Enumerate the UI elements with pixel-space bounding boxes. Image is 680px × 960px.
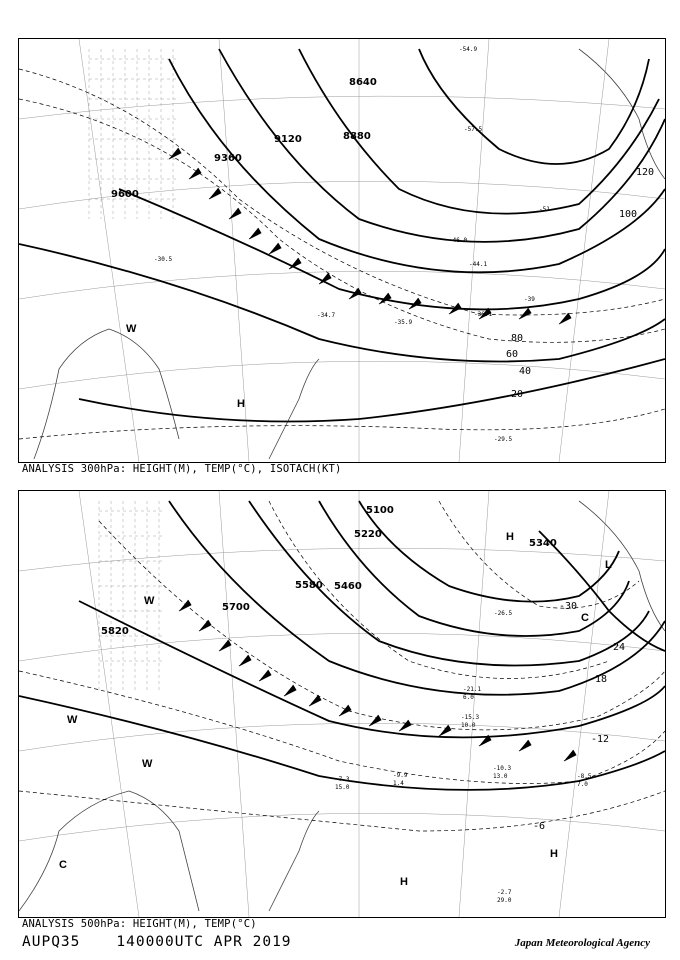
system-marker-h: H (506, 531, 514, 543)
height-label: 5340 (529, 538, 557, 549)
height-label: 5460 (334, 581, 362, 592)
height-label: 5700 (222, 602, 250, 613)
height-labels (101, 505, 557, 637)
temp-label: -30.5 (154, 256, 173, 263)
station-label: 29.0 (497, 897, 512, 904)
station-label: -7.3 (335, 776, 350, 783)
valid-datetime: 140000UTC APR 2019 (116, 934, 292, 950)
temp-label: -57.5 (464, 126, 483, 133)
height-label: 5100 (366, 505, 394, 516)
station-label: -15.3 (461, 714, 480, 721)
isotach-label: 40 (519, 366, 532, 377)
temp-contour-label: -6 (533, 821, 546, 832)
caption-300hpa: ANALYSIS 300hPa: HEIGHT(M), TEMP(°C), ISOTACH(KT) (22, 463, 342, 475)
map-300hpa (18, 38, 666, 463)
station-label: 1.4 (393, 780, 404, 787)
station-label: -10.3 (493, 765, 512, 772)
graticule (19, 491, 665, 917)
height-contours (19, 501, 665, 790)
isotach-label: 120 (636, 167, 655, 178)
temp-contour-label: -30 (559, 601, 578, 612)
agency-credit: Japan Meteorological Agency (514, 937, 650, 949)
isotach-label: 80 (511, 333, 524, 344)
isotach-label: 60 (506, 349, 519, 360)
station-label: -8.5 (577, 773, 592, 780)
height-label: 5220 (354, 529, 382, 540)
temp-contour-label: -24 (607, 642, 626, 653)
height-label: 9120 (274, 134, 302, 145)
map-500hpa-canvas (19, 491, 665, 917)
temp-label: -54.9 (459, 46, 478, 53)
temp-contour-label: -18 (589, 674, 608, 685)
system-marker-w: W (142, 758, 153, 770)
height-label: 9600 (111, 189, 139, 200)
temp-label: -39 (524, 296, 535, 303)
temp-label: -29.5 (494, 436, 513, 443)
height-label: 8880 (343, 131, 371, 142)
system-marker-c: C (581, 612, 589, 624)
height-label: 9360 (214, 153, 242, 164)
caption-500hpa: ANALYSIS 500hPa: HEIGHT(M), TEMP(°C) (22, 918, 257, 930)
height-label: 5820 (101, 626, 129, 637)
system-marker-w: W (144, 595, 155, 607)
station-label: -2.7 (497, 889, 512, 896)
temp-label: -34.7 (317, 312, 336, 319)
temp-label: -44.1 (469, 261, 488, 268)
temp-label: -46.0 (449, 237, 468, 244)
temp-label: -51 (539, 206, 550, 213)
temp-label: -36.1 (474, 311, 493, 318)
station-label: 10.0 (461, 722, 476, 729)
system-marker-l: L (605, 559, 612, 571)
product-code: AUPQ35 (22, 934, 81, 950)
height-label: 5580 (295, 580, 323, 591)
system-marker-c: C (59, 859, 67, 871)
isotach-label: 20 (511, 389, 524, 400)
isotach-label: 100 (619, 209, 638, 220)
station-label: -26.5 (494, 610, 513, 617)
station-label: 7.0 (577, 781, 588, 788)
chart-identifier (22, 934, 292, 950)
station-label: -21.1 (463, 686, 482, 693)
graticule (19, 39, 665, 462)
system-marker-w: W (126, 323, 137, 335)
system-marker-h: H (400, 876, 408, 888)
station-label: -9.9 (393, 772, 408, 779)
station-label: 15.0 (335, 784, 350, 791)
temp-label: -35.9 (394, 319, 413, 326)
map-500hpa (18, 490, 666, 918)
system-marker-h: H (550, 848, 558, 860)
station-label: 13.0 (493, 773, 508, 780)
wind-barbs (179, 600, 576, 761)
height-contours (19, 49, 665, 422)
height-label: 8640 (349, 77, 377, 88)
coastline (34, 49, 665, 459)
station-label: 6.0 (463, 694, 474, 701)
system-marker-h: H (237, 398, 245, 410)
map-300hpa-canvas (19, 39, 665, 462)
temp-labels (154, 46, 550, 443)
system-marker-w: W (67, 714, 78, 726)
temp-contour-label: -12 (591, 734, 610, 745)
